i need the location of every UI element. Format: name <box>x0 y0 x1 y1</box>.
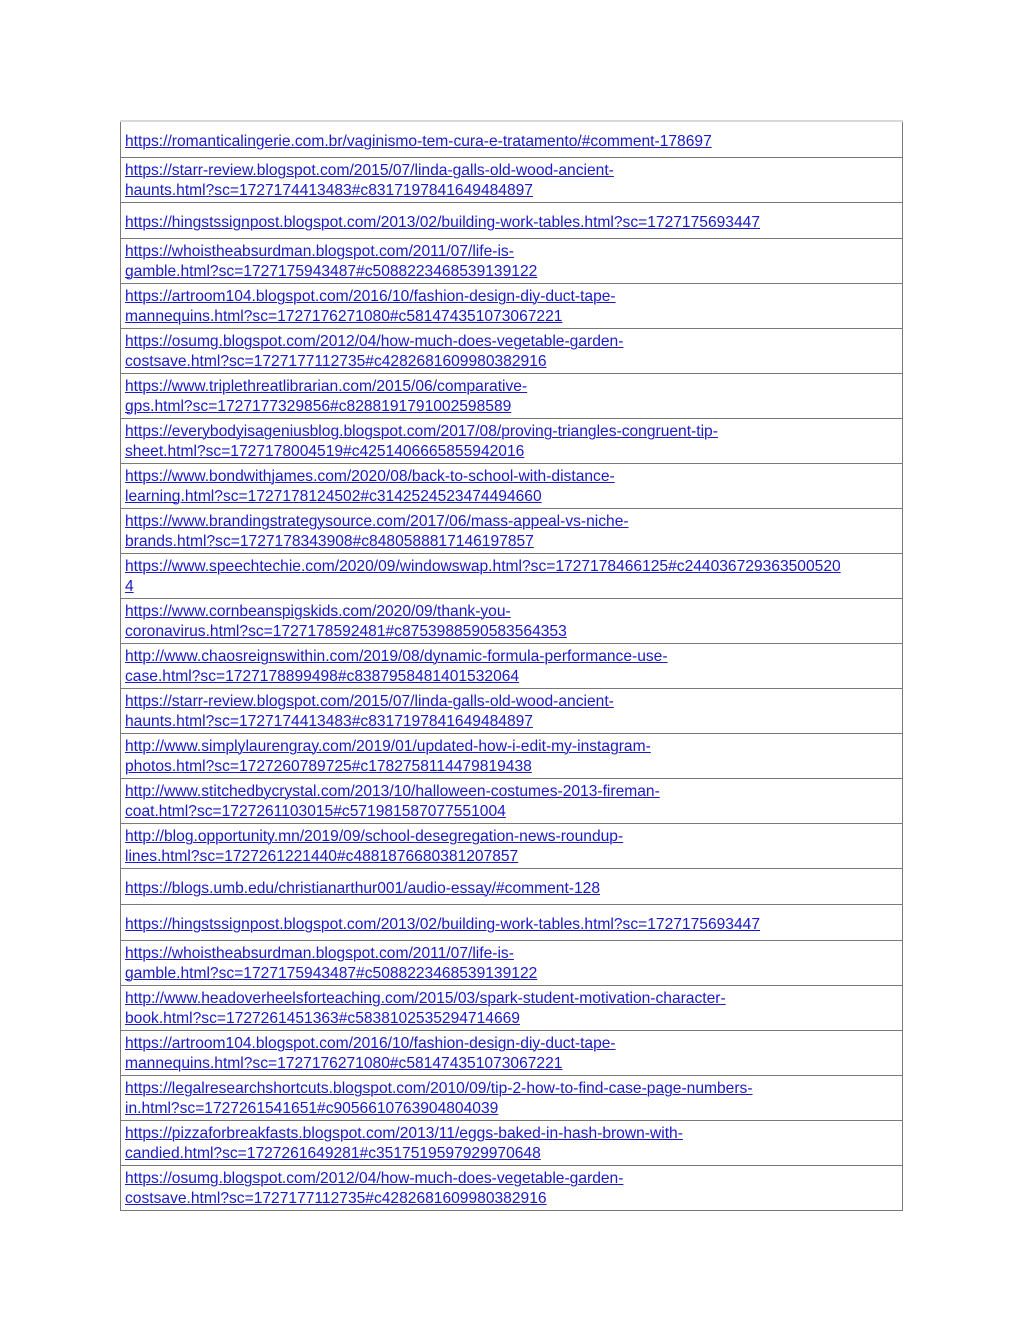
url-link[interactable] <box>125 558 841 595</box>
url-link-line-2: sheet.html?sc=1727178004519#c4251406665855942016 <box>125 442 525 460</box>
table-row <box>121 1076 903 1121</box>
table-row <box>121 779 903 824</box>
url-link-line-1: https://legalresearchshortcuts.blogspot.com/2010/09/tip-2-how-to-find-case-page-numbers- <box>125 1080 753 1097</box>
url-link[interactable] <box>125 916 760 933</box>
url-link-line-1: https://www.cornbeanspigskids.com/2020/09/thank-you- <box>125 603 511 620</box>
url-link-line-2: lines.html?sc=1727261221440#c4881876680381207857 <box>125 847 519 865</box>
link-cell <box>121 464 903 509</box>
link-table <box>120 120 903 1211</box>
url-link-line-1: https://pizzaforbreakfasts.blogspot.com/2013/11/eggs-baked-in-hash-brown-with- <box>125 1125 683 1142</box>
url-link-line-2: in.html?sc=1727261541651#c9056610763904804039 <box>125 1099 499 1117</box>
url-link-line-1: http://www.headoverheelsforteaching.com/2015/03/spark-student-motivation-character- <box>125 990 726 1007</box>
link-cell <box>121 1031 903 1076</box>
url-link[interactable] <box>125 243 537 280</box>
url-link-line-1: https://blogs.umb.edu/christianarthur001/audio-essay/#comment-128 <box>125 879 601 897</box>
url-link[interactable] <box>125 990 726 1027</box>
url-link-line-1: https://whoistheabsurdman.blogspot.com/2011/07/life-is- <box>125 243 514 260</box>
table-row <box>121 1166 903 1211</box>
url-link[interactable] <box>125 288 616 325</box>
url-link[interactable] <box>125 828 623 865</box>
table-row <box>121 1121 903 1166</box>
link-cell <box>121 1076 903 1121</box>
url-link[interactable] <box>125 214 760 231</box>
url-link-line-2: gamble.html?sc=1727175943487#c5088223468539139122 <box>125 964 538 982</box>
table-row <box>121 284 903 329</box>
url-link-line-1: https://artroom104.blogspot.com/2016/10/fashion-design-diy-duct-tape- <box>125 1035 616 1052</box>
url-link[interactable] <box>125 333 623 370</box>
url-link-line-1: https://www.brandingstrategysource.com/2017/06/mass-appeal-vs-niche- <box>125 513 629 530</box>
table-row <box>121 239 903 284</box>
table-row <box>121 1031 903 1076</box>
url-link[interactable] <box>125 1080 753 1117</box>
link-cell <box>121 239 903 284</box>
table-row <box>121 419 903 464</box>
link-cell <box>121 779 903 824</box>
link-cell <box>121 599 903 644</box>
link-cell <box>121 824 903 869</box>
link-cell <box>121 374 903 419</box>
url-link-line-1: http://www.stitchedbycrystal.com/2013/10/halloween-costumes-2013-fireman- <box>125 783 660 800</box>
link-table-body <box>121 121 903 1211</box>
table-row <box>121 644 903 689</box>
link-cell <box>121 905 903 941</box>
url-link-line-1: https://osumg.blogspot.com/2012/04/how-much-does-vegetable-garden- <box>125 333 624 350</box>
url-link-line-2: candied.html?sc=1727261649281#c3517519597929970648 <box>125 1144 541 1162</box>
link-cell <box>121 158 903 203</box>
link-cell <box>121 284 903 329</box>
link-cell <box>121 1166 903 1211</box>
url-link-line-2: gamble.html?sc=1727175943487#c5088223468539139122 <box>125 262 538 280</box>
url-link-line-1: https://hingstssignpost.blogspot.com/2013/02/building-work-tables.html?sc=1727175693447 <box>125 915 760 933</box>
link-cell <box>121 986 903 1031</box>
url-link-line-1: https://hingstssignpost.blogspot.com/2013/02/building-work-tables.html?sc=1727175693447 <box>125 213 760 231</box>
url-link-line-1: https://osumg.blogspot.com/2012/04/how-much-does-vegetable-garden- <box>125 1170 624 1187</box>
url-link-line-1: https://artroom104.blogspot.com/2016/10/fashion-design-diy-duct-tape- <box>125 288 616 305</box>
table-row <box>121 689 903 734</box>
url-link[interactable] <box>125 783 660 820</box>
table-row <box>121 158 903 203</box>
url-link[interactable] <box>125 423 718 460</box>
url-link-line-1: https://romanticalingerie.com.br/vaginismo-tem-cura-e-tratamento/#comment-178697 <box>125 132 712 150</box>
url-link[interactable] <box>125 513 629 550</box>
url-link[interactable] <box>125 1125 683 1162</box>
table-row <box>121 869 903 905</box>
link-cell <box>121 329 903 374</box>
table-row <box>121 203 903 239</box>
url-link[interactable] <box>125 378 527 415</box>
link-cell <box>121 1121 903 1166</box>
table-row <box>121 941 903 986</box>
url-link-line-2: coronavirus.html?sc=1727178592481#c8753988590583564353 <box>125 622 567 640</box>
url-link-line-2: coat.html?sc=1727261103015#c571981587077551004 <box>125 802 506 820</box>
url-link-line-2: book.html?sc=1727261451363#c5838102535294714669 <box>125 1009 520 1027</box>
url-link-line-1: https://whoistheabsurdman.blogspot.com/2011/07/life-is- <box>125 945 514 962</box>
url-link-line-1: https://starr-review.blogspot.com/2015/07/linda-galls-old-wood-ancient- <box>125 693 614 710</box>
url-link-line-1: https://www.bondwithjames.com/2020/08/back-to-school-with-distance- <box>125 468 615 485</box>
link-cell <box>121 734 903 779</box>
url-link-line-1: http://www.chaosreignswithin.com/2019/08/dynamic-formula-performance-use- <box>125 648 668 665</box>
url-link[interactable] <box>125 162 614 199</box>
url-link-line-1: http://blog.opportunity.mn/2019/09/school-desegregation-news-roundup- <box>125 828 624 845</box>
link-cell <box>121 941 903 986</box>
url-link-line-2: costsave.html?sc=1727177112735#c4282681609980382916 <box>125 352 547 370</box>
url-link[interactable] <box>125 133 712 150</box>
url-link-line-2: brands.html?sc=1727178343908#c8480588817146197857 <box>125 532 534 550</box>
table-row <box>121 329 903 374</box>
table-row <box>121 121 903 158</box>
url-link-line-2: gps.html?sc=1727177329856#c8288191791002598589 <box>125 397 512 415</box>
url-link-line-2: costsave.html?sc=1727177112735#c4282681609980382916 <box>125 1189 547 1207</box>
link-cell <box>121 509 903 554</box>
url-link-line-2: learning.html?sc=1727178124502#c3142524523474494660 <box>125 487 542 505</box>
url-link[interactable] <box>125 1035 616 1072</box>
url-link-line-1: http://www.simplylaurengray.com/2019/01/updated-how-i-edit-my-instagram- <box>125 738 651 755</box>
url-link[interactable] <box>125 693 614 730</box>
table-row <box>121 599 903 644</box>
table-row <box>121 905 903 941</box>
url-link[interactable] <box>125 648 668 685</box>
table-row <box>121 554 903 599</box>
url-link[interactable] <box>125 468 615 505</box>
url-link-line-2: mannequins.html?sc=1727176271080#c581474351073067221 <box>125 307 563 325</box>
link-cell <box>121 869 903 905</box>
table-row <box>121 509 903 554</box>
url-link-line-2: 4 <box>125 577 134 595</box>
url-link-line-2: haunts.html?sc=1727174413483#c8317197841649484897 <box>125 181 533 199</box>
url-link[interactable] <box>125 603 567 640</box>
url-link[interactable] <box>125 1170 623 1207</box>
link-cell <box>121 419 903 464</box>
url-link-line-1: https://www.triplethreatlibrarian.com/2015/06/comparative- <box>125 378 528 395</box>
table-row <box>121 464 903 509</box>
table-row <box>121 824 903 869</box>
table-row <box>121 374 903 419</box>
link-cell <box>121 121 903 158</box>
url-link-line-1: https://www.speechtechie.com/2020/09/windowswap.html?sc=1727178466125#c244036729363500520 <box>125 558 841 575</box>
link-cell <box>121 203 903 239</box>
link-cell <box>121 554 903 599</box>
table-row <box>121 986 903 1031</box>
url-link-line-2: haunts.html?sc=1727174413483#c8317197841649484897 <box>125 712 533 730</box>
url-link-line-1: https://everybodyisageniusblog.blogspot.com/2017/08/proving-triangles-congruent-tip- <box>125 423 718 440</box>
link-cell <box>121 689 903 734</box>
link-cell <box>121 644 903 689</box>
url-link[interactable] <box>125 738 651 775</box>
url-link-line-2: mannequins.html?sc=1727176271080#c581474351073067221 <box>125 1054 563 1072</box>
url-link-line-2: case.html?sc=1727178899498#c8387958481401532064 <box>125 667 520 685</box>
url-link-line-1: https://starr-review.blogspot.com/2015/07/linda-galls-old-wood-ancient- <box>125 162 614 179</box>
url-link[interactable] <box>125 945 537 982</box>
table-row <box>121 734 903 779</box>
url-link-line-2: photos.html?sc=1727260789725#c1782758114479819438 <box>125 757 532 775</box>
url-link[interactable] <box>125 880 600 897</box>
